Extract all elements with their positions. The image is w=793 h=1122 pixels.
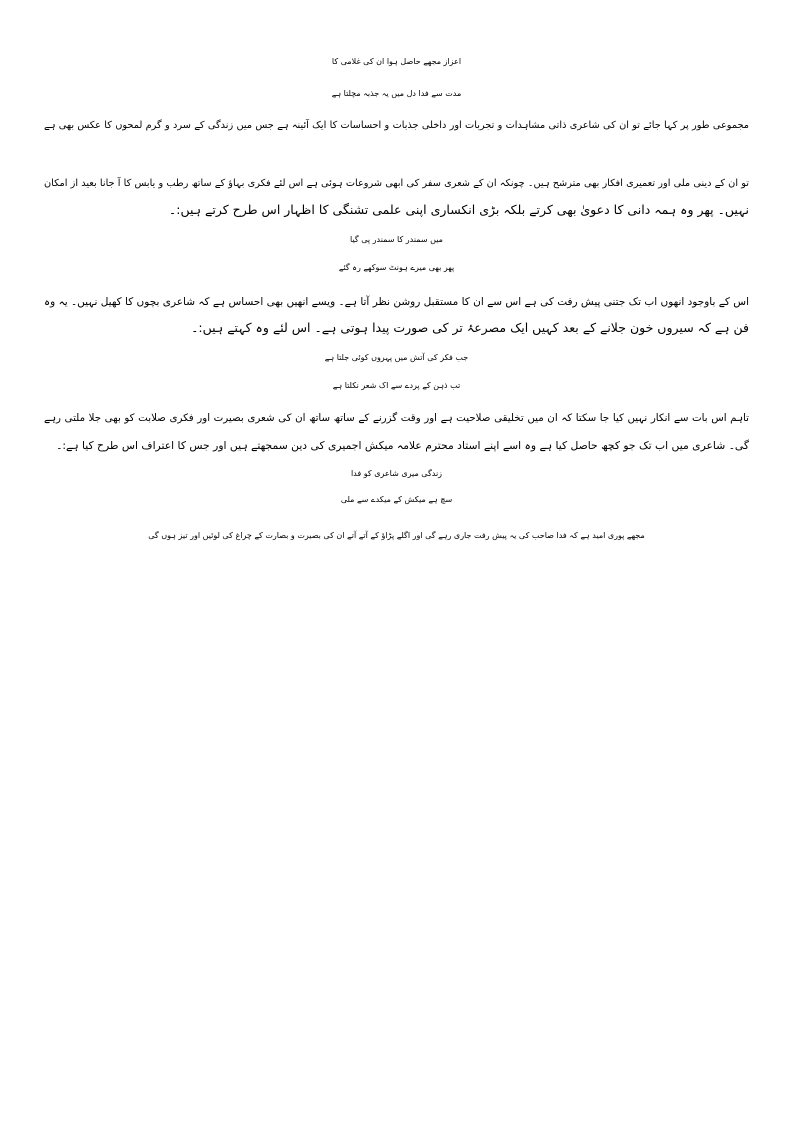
couplet3-line2: تب ذہن کے پردے سے اک شعر نکلتا ہے — [332, 381, 461, 390]
para3-line1: اس کے باوجود انھوں اب تک جتنی پیش رفت کی ہے اس سے ان کا مستقبل روشن نظر آتا ہے۔ ویسے انھیں بھی احساس ہے کہ شاعری بچوں کا کھیل نہیں۔ یہ وہ — [44, 296, 749, 308]
para4-line1: تاہم اس بات سے انکار نہیں کیا جا سکتا کہ ان میں تخلیقی صلاحیت ہے اور وقت گزرنے کے ساتھ ساتھ ان کی شعری بصیرت اور فکری صلابت کو بھی جلا ملتی رہے — [44, 412, 749, 424]
couplet4-line2: سچ ہے میکش کے میکدے سے ملی — [340, 495, 453, 504]
para4-line2: گی۔ شاعری میں اب تک جو کچھ حاصل کیا ہے وہ اسے اپنے استاد محترم علامہ میکش اجمیری کی دین سمجھتے ہیں اور جس کا اعتراف اس طرح کیا ہے:۔ — [56, 439, 749, 452]
couplet3-line1: جب فکر کی آتش میں پہروں کوئی جلتا ہے — [324, 353, 469, 362]
couplet2-line1: میں سمندر کا سمندر پی گیا — [350, 235, 443, 244]
para2-line1: تو ان کے دینی ملی اور تعمیری افکار بھی مترشح ہیں۔ چونکہ ان کے شعری سفر کی ابھی شروعات ہوئی ہے اس لئے فکری بہاؤ کے ساتھ رطب و یابس کا آ جانا بعید از امکان — [44, 178, 749, 189]
couplet2-line2: پھر بھی میرے ہونٹ سوکھے رہ گئے — [338, 263, 455, 272]
para2-line2: نہیں۔ پھر وہ ہمہ دانی کا دعویٰ بھی کرتے بلکہ بڑی انکساری اپنی علمی تشنگی کا اظہار اس طرح کرتے ہیں:۔ — [168, 202, 749, 217]
couplet1-line1: اعزاز مجھے حاصل ہوا ان کی غلامی کا — [331, 57, 462, 66]
para5-line1: مجھے پوری امید ہے کہ فدا صاحب کی یہ پیش رفت جاری رہے گی اور اگلے پڑاؤ کے آتے آتے ان کی بصیرت و بصارت کے چراغ کی لوئیں اور تیز ہوں گی — [148, 531, 645, 540]
para1-line1: مجموعی طور پر کہا جائے تو ان کی شاعری ذاتی مشاہدات و تجربات اور داخلی جذبات و احساسات کا ایک آئینہ ہے جس میں زندگی کے سرد و گرم لمحوں کا عکس بھی ہے — [44, 120, 749, 131]
couplet1-line2: مدت سے فدا دل میں یہ جذبہ مچلتا ہے — [331, 89, 462, 98]
para3-line2: فن ہے کہ سیروں خون جلانے کے بعد کہیں ایک مصرعۂ تر کی صورت پیدا ہوتی ہے۔ اس لئے وہ کہتے ہیں:۔ — [191, 320, 749, 335]
couplet4-line1: زندگی میری شاعری کو فدا — [350, 469, 443, 478]
